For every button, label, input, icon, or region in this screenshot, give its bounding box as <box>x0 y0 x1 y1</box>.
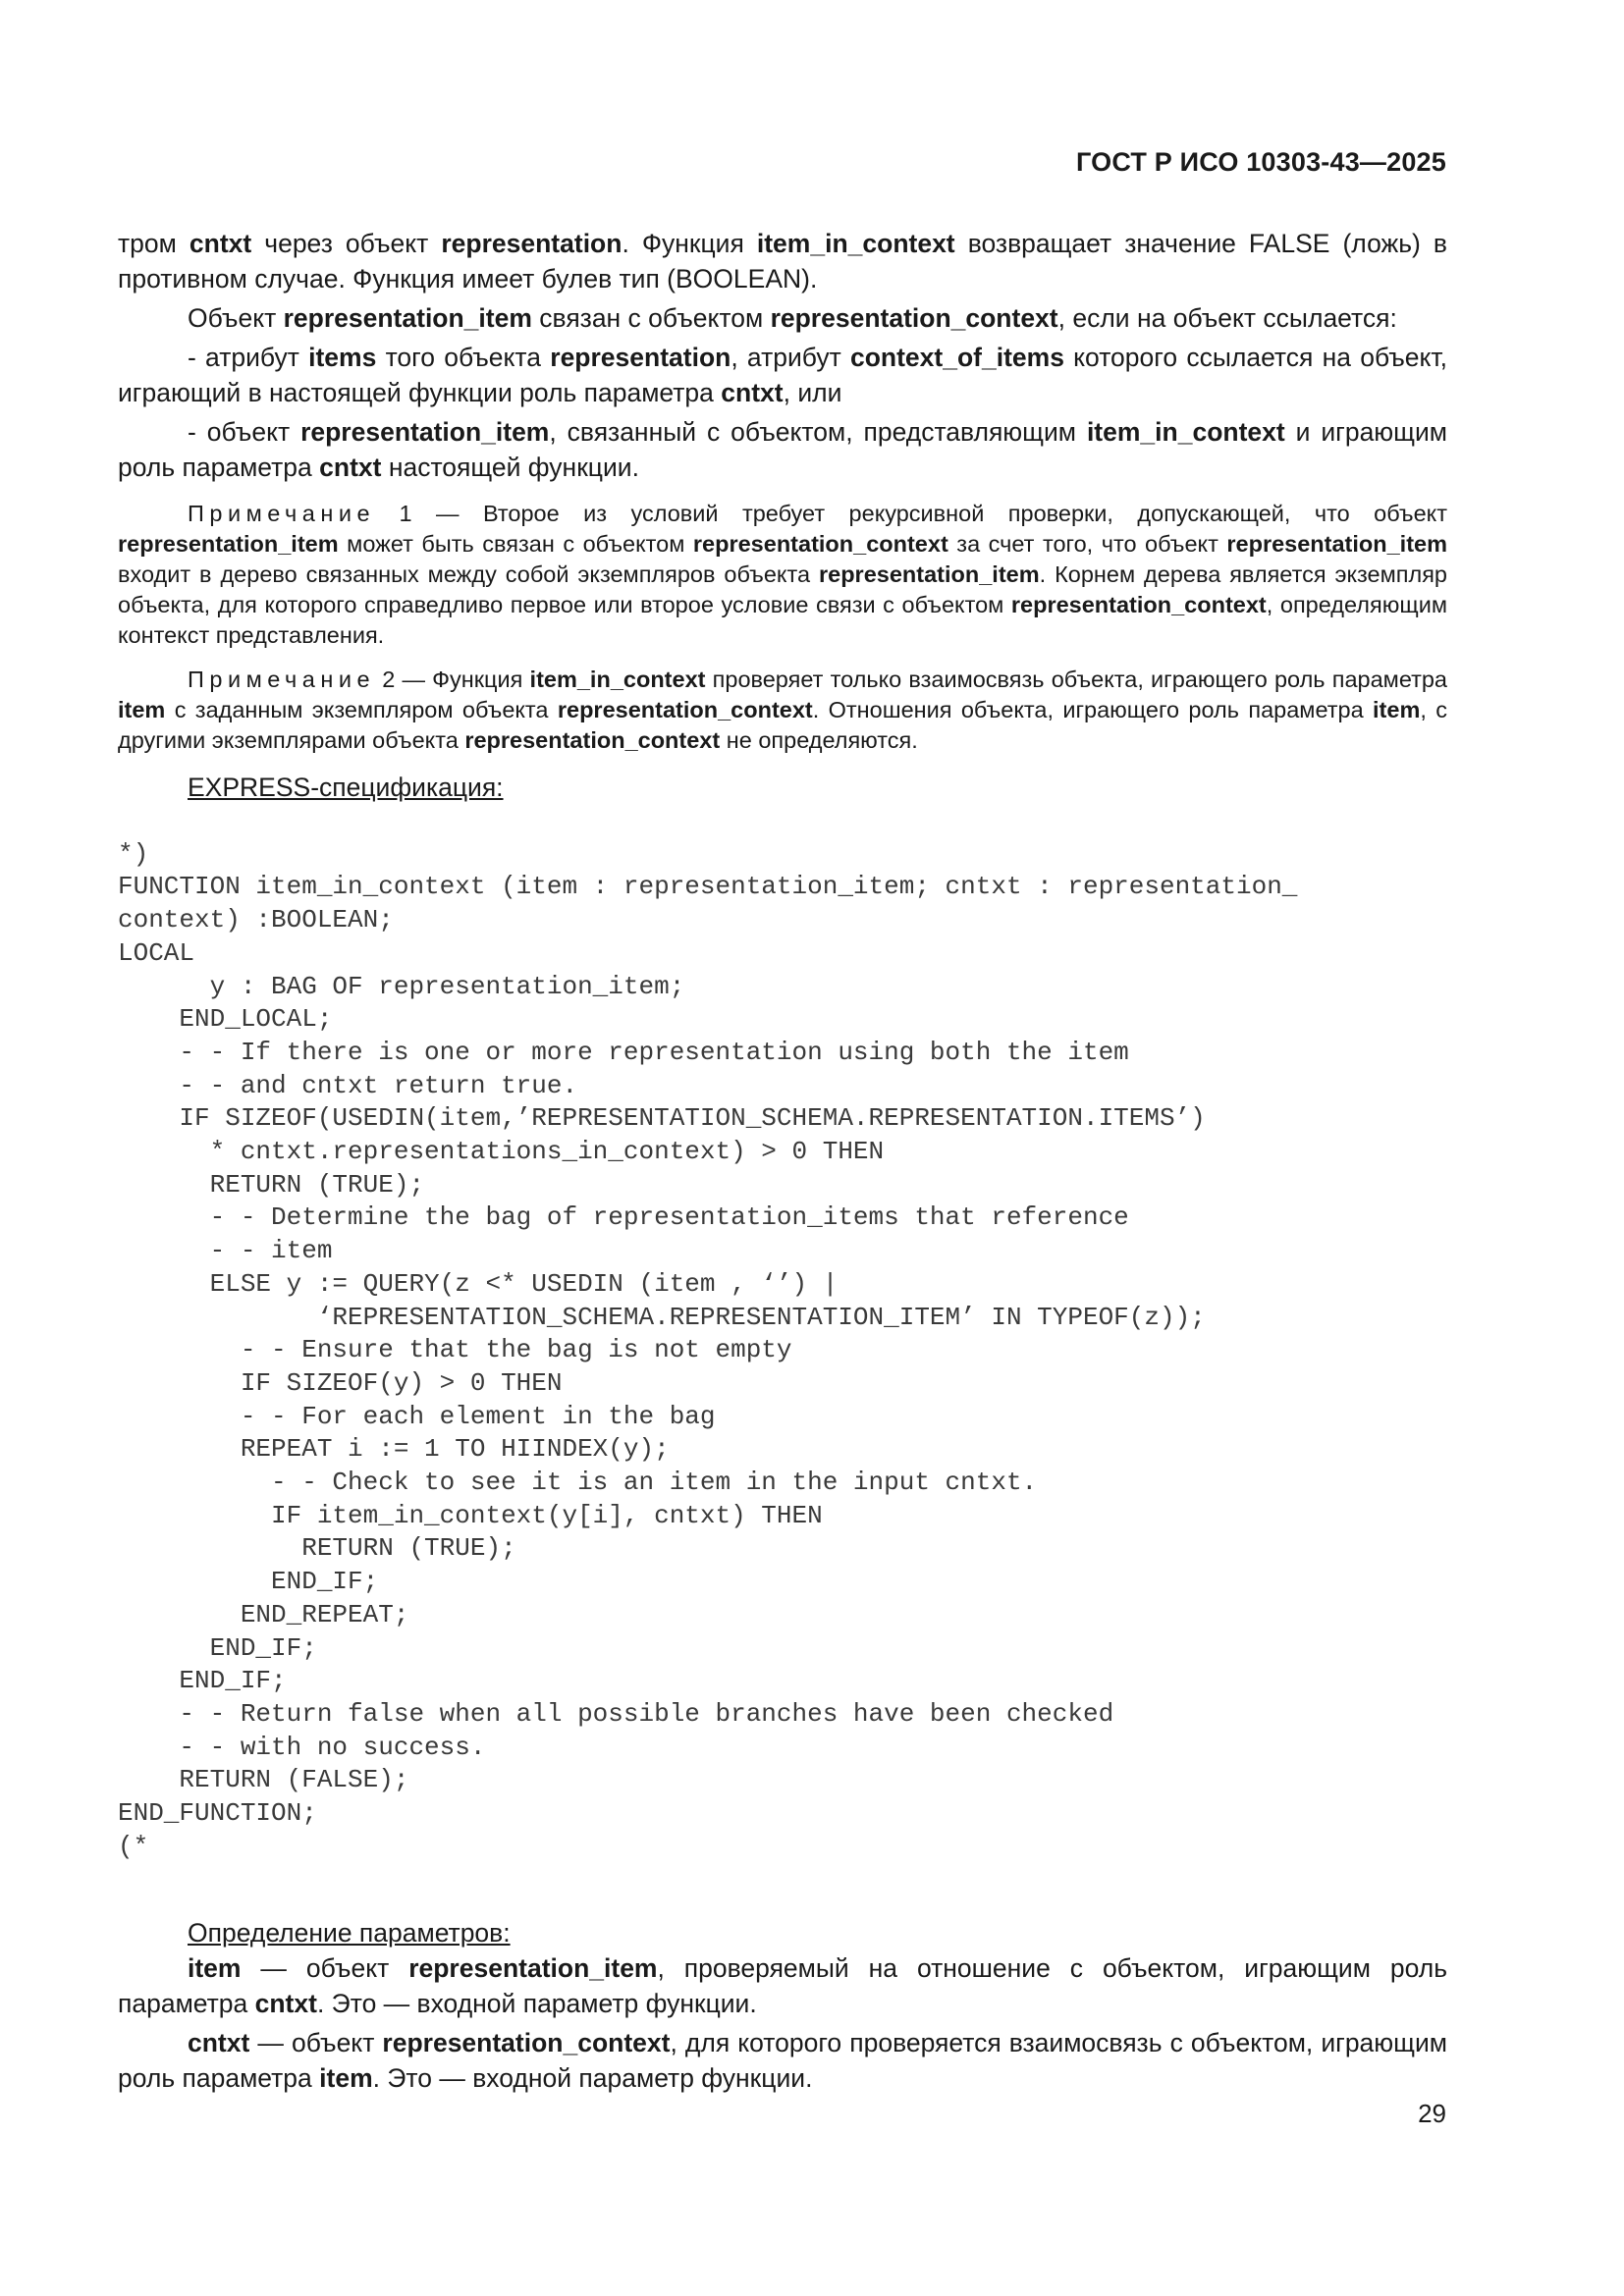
code-line: FUNCTION item_in_context (item : representation_item; cntxt : representation_ <box>118 872 1298 902</box>
code-line: LOCAL <box>118 937 195 968</box>
code-line: - - Ensure that the bag is not empty <box>118 1335 792 1365</box>
code-line: *) <box>118 838 149 869</box>
code-line: - - For each element in the bag <box>118 1401 716 1431</box>
parameters-heading: Определение параметров: <box>188 1917 511 1948</box>
code-line: - - with no success. <box>118 1732 486 1762</box>
express-heading: EXPRESS-спецификация: <box>188 773 504 802</box>
page-number: 29 <box>1418 2099 1446 2128</box>
code-line: - - item <box>118 1236 333 1266</box>
code-line: (* <box>118 1831 149 1861</box>
code-line: IF SIZEOF(USEDIN(item,’REPRESENTATION_SCHEMA.REPRESENTATION.ITEMS’) <box>118 1103 1206 1134</box>
code-line: REPEAT i := 1 TO HIINDEX(y); <box>118 1434 670 1465</box>
page-content <box>118 226 1447 2100</box>
code-line: y : BAG OF representation_item; <box>118 971 685 1001</box>
code-line: END_FUNCTION; <box>118 1798 317 1829</box>
parameter-cntxt: cntxt — объект representation_context, для которого проверяется взаимосвязь с объектом, играющим роль параметра item. Это — входной параметр функции. <box>118 2027 1447 2093</box>
code-line: - - If there is one or more representation using both the item <box>118 1037 1129 1067</box>
note-2: Примечание 2 — Функция item_in_context проверяет только взаимосвязь объекта, играющего роль параметра item с заданным экземпляром объекта representation_context. Отношения объекта, играющего роль параметра item, с другими экземплярами объекта representation_context не определяются. <box>118 667 1448 753</box>
code-line: IF item_in_context(y[i], cntxt) THEN <box>118 1500 823 1530</box>
code-line: END_IF; <box>118 1632 317 1663</box>
express-code-block <box>118 805 1447 1864</box>
paragraph: тром cntxt через объект representation. Функция item_in_context возвращает значение FALSE (ложь) в противном случае. Функция имеет булев тип (BOOLEAN). <box>118 229 1447 294</box>
code-line: - - Determine the bag of representation_items that reference <box>118 1202 1129 1233</box>
code-line: RETURN (TRUE); <box>118 1533 516 1564</box>
code-line: END_LOCAL; <box>118 1004 333 1035</box>
code-line: END_IF; <box>118 1567 379 1597</box>
note-1: Примечание 1 — Второе из условий требует рекурсивной проверки, допускающей, что объект representation_item может быть связан с объектом representation_context за счет того, что объект representation_item входит в дерево связанных между собой экземпляров объекта representation_item. Корнем дерева является экземпляр объекта, для которого справедливо первое или второе условие связи с объектом representation_context, определяющим контекст представления. <box>118 501 1448 648</box>
code-line: ‘REPRESENTATION_SCHEMA.REPRESENTATION_ITEM’ IN TYPEOF(z)); <box>118 1302 1206 1332</box>
document-header: ГОСТ Р ИСО 10303-43—2025 <box>1076 147 1446 177</box>
code-line: END_IF; <box>118 1666 287 1696</box>
code-line: END_REPEAT; <box>118 1599 409 1629</box>
list-item: - объект representation_item, связанный с объектом, представляющим item_in_context и играющим роль параметра cntxt настоящей функции. <box>118 417 1448 482</box>
code-line: RETURN (TRUE); <box>118 1169 425 1200</box>
code-line: RETURN (FALSE); <box>118 1765 409 1795</box>
code-line: * cntxt.representations_in_context) > 0 THEN <box>118 1137 885 1167</box>
code-line: ELSE y := QUERY(z <* USEDIN (item , ‘’) | <box>118 1268 839 1299</box>
parameter-item: item — объект representation_item, проверяемый на отношение с объектом, играющим роль параметра cntxt. Это — входной параметр функции. <box>118 1952 1448 2018</box>
code-line: IF SIZEOF(y) > 0 THEN <box>118 1367 563 1398</box>
code-line: - - Return false when all possible branches have been checked <box>118 1698 1114 1729</box>
paragraph: Объект representation_item связан с объектом representation_context, если на объект ссылается: <box>188 303 1397 333</box>
list-item: - атрибут items того объекта representation, атрибут context_of_items которого ссылается на объект, играющий в настоящей функции роль параметра cntxt, или <box>118 343 1447 407</box>
code-line: - - Check to see it is an item in the input cntxt. <box>118 1468 1038 1498</box>
code-line: - - and cntxt return true. <box>118 1070 578 1100</box>
code-line: context) :BOOLEAN; <box>118 905 394 935</box>
